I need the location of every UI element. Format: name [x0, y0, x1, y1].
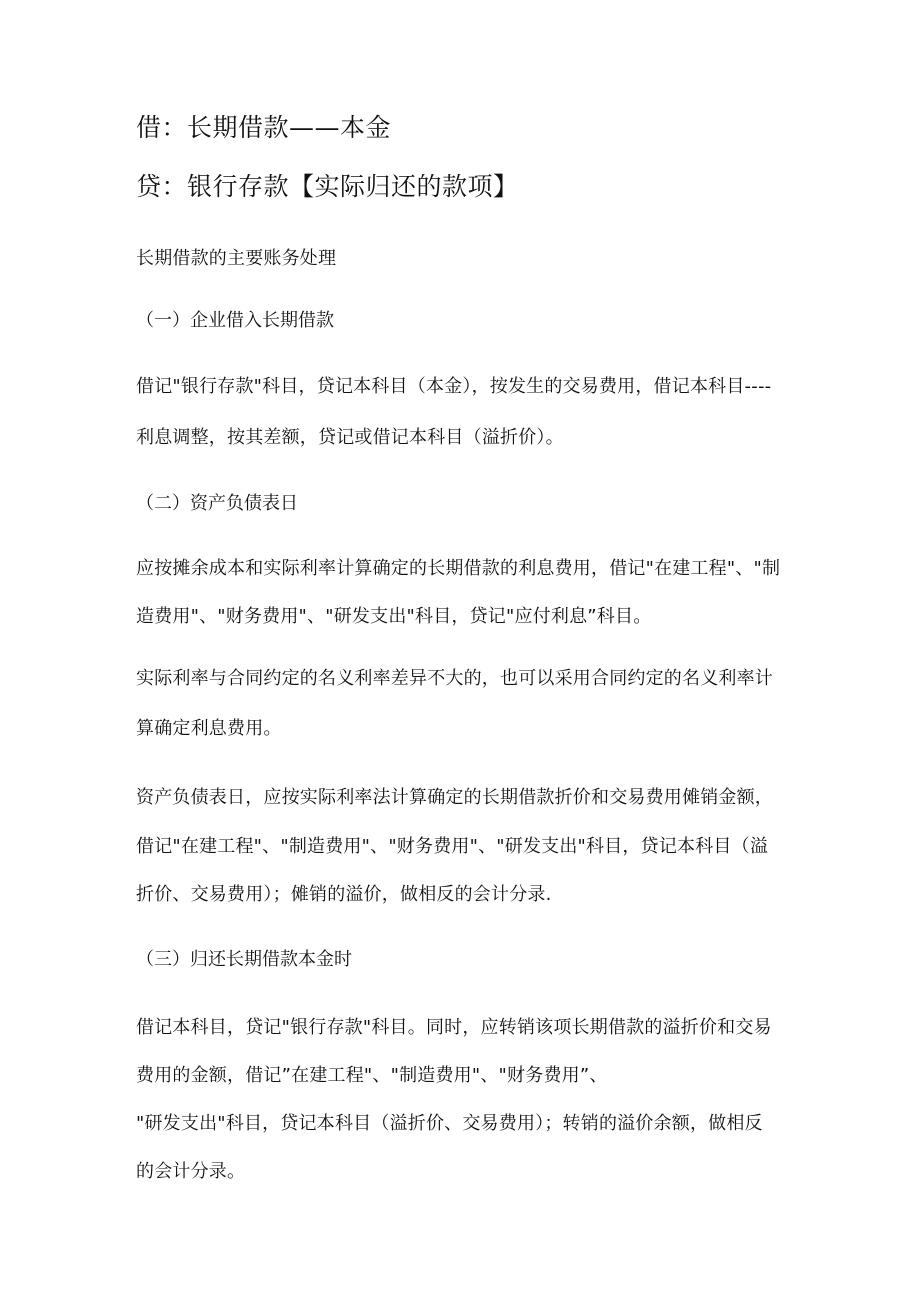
- section-2-paragraph-2-line: 算确定利息费用。: [136, 718, 282, 739]
- section-2-title: （二）资产负债表日: [136, 493, 298, 514]
- section-3-paragraph-line: 费用的金额，借记”在建工程"、"制造费用"、"财务费用”、: [136, 1065, 608, 1086]
- section-2-paragraph-3-line: 折价、交易费用）；傩销的溢价，做相反的会计分录.: [136, 884, 552, 905]
- section-1-paragraph-line: 利息调整，按其差额，贷记或借记本科目（溢折价）。: [136, 427, 564, 448]
- debit-entry-line: 借：长期借款——本金: [136, 113, 392, 142]
- section-3-paragraph-line: "研发支出"科目，贷记本科目（溢折价、交易费用）；转销的溢价余额，做相反: [136, 1113, 763, 1134]
- section-1-paragraph-line: 借记"银行存款"科目，贷记本科目（本金），按发生的交易费用，借记本科目----: [136, 376, 772, 397]
- credit-entry-line: 贷：银行存款【实际归还的款项】: [136, 172, 519, 201]
- section-1-title: （一）企业借入长期借款: [136, 310, 334, 331]
- section-2-paragraph-3-line: 资产负债表日，应按实际利率法计算确定的长期借款折价和交易费用傩销金额，: [136, 787, 773, 808]
- section-2-paragraph-2-line: 实际利率与合同约定的名义利率差异不大的，也可以采用合同约定的名义利率计: [136, 668, 773, 689]
- main-heading: 长期借款的主要账务处理: [136, 248, 337, 269]
- section-2-paragraph-3-line: 借记"在建工程"、"制造费用"、"财务费用"、"研发支出"科目，贷记本科目（溢: [136, 836, 769, 857]
- section-2-paragraph-1-line: 造费用"、"财务费用"、"研发支出"科目，贷记"应付利息”科目。: [136, 606, 652, 627]
- section-3-paragraph-line: 借记本科目，贷记"银行存款"科目。同时，应转销该项长期借款的溢折价和交易: [136, 1017, 772, 1038]
- section-3-title: （三）归还长期借款本金时: [136, 949, 352, 970]
- section-2-paragraph-1-line: 应按摊余成本和实际利率计算确定的长期借款的利息费用，借记"在建工程"、"制: [136, 558, 781, 579]
- section-3-paragraph-line: 的会计分录。: [136, 1161, 246, 1182]
